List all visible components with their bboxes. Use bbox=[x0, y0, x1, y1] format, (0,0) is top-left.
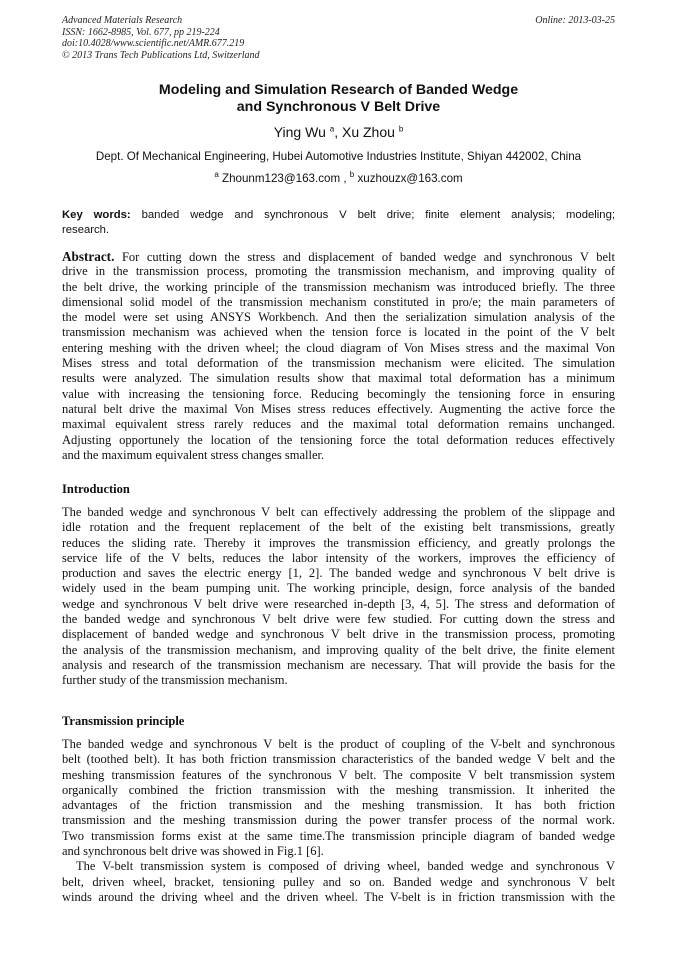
affiliation: Dept. Of Mechanical Engineering, Hubei Automotive Industries Institute, Shiyan 442002, China bbox=[95, 150, 582, 163]
abstract-line: entering meshing with the driven wheel; the cloud diagram of Von Mises stress and the maximal Von bbox=[62, 340, 615, 355]
abstract-line: the model were set using ANSYS Workbench. And then the serialization simulation analysis of the bbox=[62, 310, 615, 325]
transmission-line: and synchronous belt drive was showed in Fig.1 [6]. bbox=[62, 844, 324, 859]
abstract-label: Abstract. bbox=[62, 249, 115, 264]
title-line-1: Modeling and Simulation Research of Banded Wedge bbox=[158, 82, 519, 98]
transmission-heading: Transmission principle bbox=[62, 714, 185, 728]
intro-line: analysis and research of the transmission mechanism are necessary. That will provide the basis for the bbox=[62, 657, 615, 672]
introduction-body bbox=[62, 505, 615, 689]
keywords-line-2: research. bbox=[62, 224, 110, 236]
intro-line: further study of the transmission mechanism. bbox=[62, 673, 288, 688]
intro-line: widely used in the beam pumping unit. The working principle, design, force analysis of the banded bbox=[62, 581, 615, 596]
intro-line: reduces the sliding rate. Thereby it improves the transmission efficiency, and greatly prolongs the bbox=[62, 535, 615, 550]
abstract-line: value with increasing the tensioning force. Reducing becomingly the tensioning force in ensuring bbox=[62, 386, 615, 401]
author-1: Ying Wu bbox=[273, 124, 326, 140]
issn-line: ISSN: 1662-8985, Vol. 677, pp 219-224 bbox=[62, 26, 220, 38]
copyright-line: © 2013 Trans Tech Publications Ltd, Switzerland bbox=[62, 49, 260, 61]
author-2-affil-mark: b bbox=[398, 124, 404, 134]
abstract-line: drive in the transmission process, promoting the transmission mechanism, and improving quality of bbox=[62, 264, 615, 279]
email-a: Zhounm123@163.com , bbox=[218, 172, 350, 185]
transmission-p2-line: belt, driven wheel, bracket, tensioning pulley and so on. Banded wedge and synchronous V belt bbox=[62, 874, 615, 889]
author-2: Xu Zhou bbox=[341, 124, 395, 140]
transmission-line: meshing transmission features of the synchronous V belt. The composite V belt transmission system bbox=[62, 767, 615, 782]
abstract-line: results were analyzed. The simulation results show that maximal total deformation has a minimum bbox=[62, 371, 615, 386]
email-a-mark: a bbox=[214, 170, 219, 180]
transmission-body bbox=[62, 737, 615, 905]
author-1-affil-mark: a bbox=[329, 124, 335, 134]
keywords bbox=[62, 208, 615, 238]
abstract-first-line: For cutting down the stress and displacement of banded wedge and synchronous V belt bbox=[114, 250, 615, 264]
abstract-line: maximal equivalent stress rarely reduces and the maximal total deformation remains unchanged. bbox=[62, 417, 615, 432]
keywords-line-1: banded wedge and synchronous V belt drive; finite element analysis; modeling; bbox=[141, 209, 615, 221]
introduction-heading: Introduction bbox=[62, 482, 130, 496]
online-date: Online: 2013-03-25 bbox=[535, 15, 615, 26]
journal-header bbox=[62, 15, 615, 61]
abstract-line: dimensional solid model of the transmission mechanism constituted in pro/e; the main parameters of bbox=[62, 294, 615, 309]
intro-line: production and saves the electric energy [1, 2]. The banded wedge and synchronous V belt drive is bbox=[62, 566, 615, 581]
intro-line: the analysis of the transmission mechanism, and improving quality of the belt drive, the finite element bbox=[62, 642, 615, 657]
transmission-line: belt (toothed belt). It has both friction transmission characteristics of the banded wedge V belt and the bbox=[62, 752, 615, 767]
author-list bbox=[62, 124, 615, 141]
transmission-p2-line: The V-belt transmission system is composed of driving wheel, banded wedge and synchronous V bbox=[76, 859, 615, 874]
transmission-line: organically combined the friction transmission with the meshing transmission. It inherited the bbox=[62, 782, 615, 797]
abstract-line: Mises stress and total deformation of the transmission mechanism were elicited. The simulation bbox=[62, 356, 615, 371]
abstract-line: transmission mechanism was achieved when the tension force is located in the point of the V belt bbox=[62, 325, 615, 340]
transmission-p2-line: winds around the driving wheel and the driven wheel. The V-belt is in friction transmission with the bbox=[62, 889, 615, 904]
transmission-line: The banded wedge and synchronous V belt is the product of coupling of the V-belt and synchronous bbox=[62, 737, 615, 751]
intro-line: The banded wedge and synchronous V belt can effectively addressing the problem of the slippage and bbox=[62, 505, 615, 519]
abstract-line: natural belt drive the maximal Von Mises stress reduces effectively. Augmenting the active force the bbox=[62, 401, 615, 416]
journal-name: Advanced Materials Research bbox=[62, 15, 183, 26]
keywords-label: Key words: bbox=[62, 209, 131, 221]
transmission-line: advantages of the friction transmission and the meshing transmission. It has both friction bbox=[62, 798, 615, 813]
doi-line: doi:10.4028/www.scientific.net/AMR.677.219 bbox=[62, 38, 245, 50]
abstract-line: the belt drive, the working principle of the transmission mechanism was introduced briefly. The three bbox=[62, 279, 615, 294]
abstract-line: Adjusting opportunely the location of the tensioning force the total deformation reduces effectively bbox=[62, 432, 615, 447]
transmission-line: Two transmission forms exist at the same time.The transmission principle diagram of banded wedge bbox=[62, 828, 615, 843]
intro-line: idle rotation and the frequent replacement of the belt of the existing belt transmissions, greatly bbox=[62, 520, 615, 535]
paper-title bbox=[62, 82, 615, 116]
intro-line: the banded wedge and synchronous V belt drive were few studied. For cutting down the stress and bbox=[62, 612, 615, 627]
intro-line: wedge and synchronous V belt drive were researched in-depth [3, 4, 5]. The stress and deformation of bbox=[62, 596, 615, 611]
author-separator: , bbox=[334, 124, 342, 140]
email-b: xuzhouzx@163.com bbox=[354, 172, 463, 185]
title-line-2: and Synchronous V Belt Drive bbox=[236, 99, 441, 115]
author-emails bbox=[62, 172, 615, 186]
intro-line: displacement of banded wedge and synchronous V belt drive in the transmission process, promoting bbox=[62, 627, 615, 642]
abstract bbox=[62, 249, 615, 463]
intro-line: service life of the V belts, reduces the labor intensity of the workers, improves the efficiency of bbox=[62, 550, 615, 565]
email-b-mark: b bbox=[349, 170, 355, 180]
transmission-line: transmission and the meshing transmission during the power transfer process of the normal work. bbox=[62, 813, 615, 828]
abstract-line: and the maximum equivalent stress changes smaller. bbox=[62, 447, 325, 462]
